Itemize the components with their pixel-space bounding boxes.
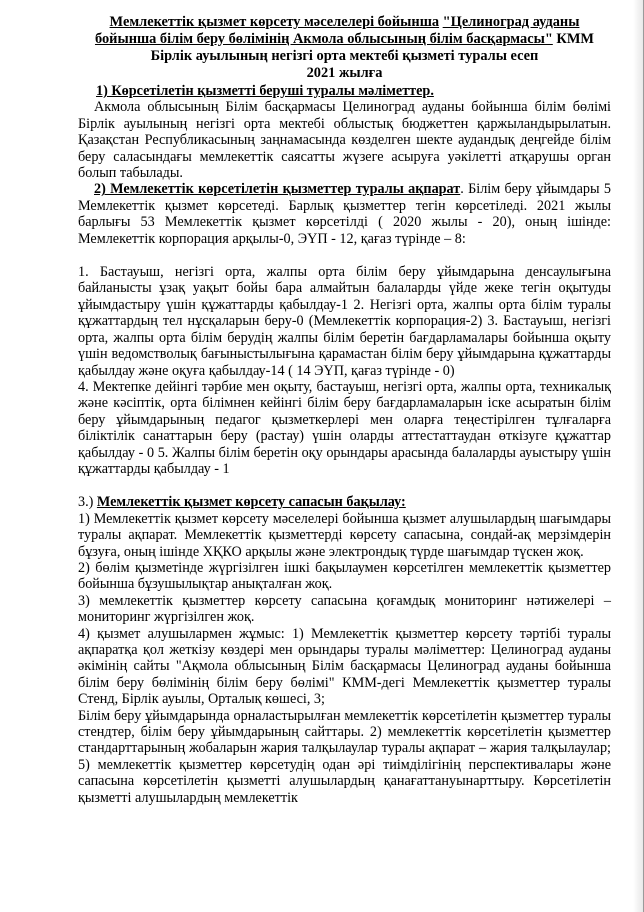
spacer xyxy=(78,477,611,494)
page-edge-shadow xyxy=(633,0,643,912)
services-paragraph-1: 1. Бастауыш, негізгі орта, жалпы орта білім беру ұйымдарына денсаулығына байланысты ұзақ уақыт бойы бара алмайтын балаларды үйде жеке тегін оқытуды ұйымдастыру үшін құжаттарды қабылдау-1 2. Негізгі орта, жалпы орта білім туралы құжаттардың тел нұсқаларын беру-0 (Мемлекеттік корпорация-2) 3. Бастауыш, негізгі орта, жалпы орта білім берудің жалпы білім беретін бағдарламалары бойынша оқыту үшін ведомстволық бағыныстылығына қарамастан білім беру ұйымдарына құжаттарды қабылдау және оқуға қабылдау-14 ( 14 ЭҮП, қағаз түрінде - 0) xyxy=(78,264,611,379)
quality-item-3: 3) мемлекеттік қызметтер көрсету сапасына қоғамдық мониторинг нәтижелері – мониторинг жүргізілген жоқ. xyxy=(78,592,611,626)
quality-item-2: 2) бөлім қызметінде жүргізілген ішкі бақылаумен көрсетілген мемлекеттік қызметтер бойынша бұзушылықтар анықталған жоқ. xyxy=(78,559,611,593)
section1-text: Акмола облысының Білім басқармасы Целиноград ауданы бойынша білім бөлімі Бірлік ауылының негізгі орта мектебі облыстық бюджеттен қаржыландырылатын. Қазақстан Республикасының заңнамасында көзделген шекте аудандық деңгейде білім беру саласындағы мемлекеттік саясатты жүзеге асыруға уәкілетті атқарушы орган болып табылады. xyxy=(78,99,611,182)
title-part1: Мемлекеттік қызмет көрсету мәселелері бойынша xyxy=(109,14,440,30)
quality-item-4: 4) қызмет алушылармен жұмыс: 1) Мемлекеттік қызметтер көрсету тәртібі туралы ақпаратқа қол жеткізу көздері мен орындары туралы мәліметтер: Целиноград ауданы әкімінің сайты "Ақмола облысының Білім басқармасы Целиноград ауданы бойынша білім беру бөлімінің білім беру бөлімі" КММ-дегі Мемлекеттік қызметтер туралы Стенд, Бірлік ауылы, Орталық көшесі, 3; xyxy=(78,625,611,708)
section3-heading: Мемлекеттік қызмет көрсету сапасын бақылау: xyxy=(96,494,406,511)
section3-heading-line: 3.) Мемлекеттік қызмет көрсету сапасын бақылау: xyxy=(78,494,406,511)
services-paragraph-2: 4. Мектепке дейінгі тәрбие мен оқыту, бастауыш, негізгі орта, жалпы орта, техникалық және кәсіптік, орта білімнен кейінгі білім беру бағдарламаларын іске асыратын білім беру ұйымдарының педагог қызметкерлері мен оларға теңестірілген тұлғаларға біліктілік санаттарын беру (растау) үшін оларды аттестаттаудан өткізуге құжаттар қабылдау - 0 5. Жалпы білім беретін оқу орындары арасында балаларды ауыстыру үшін құжаттарды қабылдау - 1 xyxy=(78,378,611,477)
title-part2: "Целиноград ауданы бойынша білім беру бөлімінің Акмола облысының білім басқармасы" xyxy=(94,14,580,47)
section1-heading: 1) Көрсетілетін қызметті беруші туралы мәліметтер. xyxy=(96,83,434,99)
section2-paragraph xyxy=(78,181,611,247)
spacer xyxy=(78,247,611,264)
quality-item-1: 1) Мемлекеттік қызмет көрсету мәселелері бойынша қызмет алушылардың шағымдары туралы ақпарат. Мемлекеттік қызметтерді көрсету сапасына, сондай-ақ мерзімдерін бұзуға, оның ішінде ХҚКО арқылы және электрондық түрде шағымдар түскен жоқ. xyxy=(78,510,611,560)
section2-heading: 2) Мемлекеттік көрсетілетін қызметтер туралы ақпарат xyxy=(94,181,461,198)
section2-text: . Білім беру ұйымдары 5 Мемлекеттік қызмет көрсетеді. Барлық қызметтер тегін көрсетіледі. 2021 жылы барлығы 53 Мемлекеттік қызмет көрсетілді ( 2020 жылы - 20), оның ішінде: Мемлекеттік корпорация арқылы-0, ЭҮП - 12, қағаз түрінде – 8: xyxy=(78,181,611,247)
quality-item-5: Білім беру ұйымдарында орналастырылған мемлекеттік көрсетілетін қызметтер туралы стендтер, білім беру ұйымдарының сайттары. 2) мемлекеттік көрсетілетін қызметтер стандарттарының жобаларын жария талқылаулар туралы ақпарат – жария талқылаулар; 5) мемлекеттік қызметтер көрсетудің одан әрі тиімділігінің перспективалары және сапасына көрсетілетін қызметті алушылардың қанағаттануынарттыру. Көрсетілетін қызметті алушылардың мемлекеттік xyxy=(78,707,611,806)
report-year: 2021 жылға xyxy=(306,65,383,81)
document-title xyxy=(78,14,611,65)
title-part3: КММ Бірлік ауылының негізгі орта мектебі қызметі туралы есеп xyxy=(150,31,595,64)
